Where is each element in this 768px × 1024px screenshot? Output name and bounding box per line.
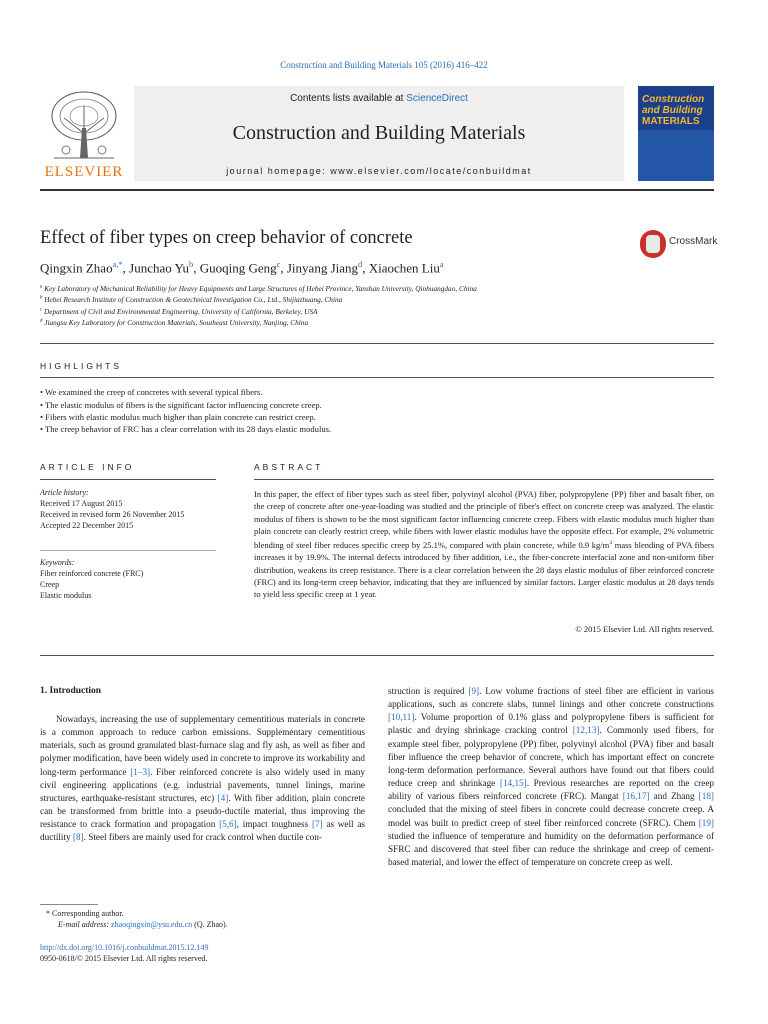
reference-link[interactable]: [18] bbox=[698, 791, 714, 802]
journal-citation[interactable]: Construction and Building Materials 105 (2016) 416–422 bbox=[280, 60, 488, 70]
contents-prefix: Contents lists available at bbox=[290, 93, 407, 104]
email-note: E-mail address: zhaoqingxin@ysu.edu.cn (Q. Zhao). bbox=[58, 920, 228, 929]
intro-text: . Steel fibers are mainly used for crack control when ductile con- bbox=[83, 832, 322, 843]
intro-text: concluded that the mixing of steel fibers in concrete could decrease concrete creep. A model was built to predict creep of steel fiber reinforced concrete (SFRC). Chem bbox=[388, 804, 714, 828]
reference-link[interactable]: [7] bbox=[311, 819, 323, 830]
reference-link[interactable]: [16,17] bbox=[622, 791, 650, 802]
crossmark-icon bbox=[640, 230, 666, 258]
abstract-text: In this paper, the effect of fiber types such as steel fiber, polyvinyl alcohol (PVA) fiber, polypropylene (PP) fiber and basalt fiber, on the creep of concrete after one-year-loading was studied and the principle of fiber's effect on concrete creep was analyzed. The elastic modulus of fibers is shown to be the most significant factor influencing concrete creep. Fibers with elastic modulus much higher than plain concrete can clearly restrict creep, while fibers with lower elastic modulus have the opposite effect. For example, 2% volumetric blending of steel fiber reduces specific creep by 25.1%, compared with plain concrete, while 0.9 $kg/m^3$ mass blending of PVA fibers increases it by 19.9%. The internal defects introduced by fiber addition, i.e., the fiber-concrete interfacial zone and non-uniform fiber distribution, weakens its creep resistance. There is a clear correlation between the 28 days elastic modulus of fiber reinforced concrete (FRC) and its long-term creep behavior, indicating that they are influenced by similar factors. Larger elastic modulus at 28 days tends to yield less specific creep at 1 year. bbox=[254, 489, 715, 600]
intro-text: . Previous researches are reported on the creep ability of various fibers reinforced concrete (FRC). Mangat bbox=[388, 778, 714, 802]
intro-paragraph bbox=[40, 713, 365, 845]
issn-line: 0950-0618/© 2015 Elsevier Ltd. All rights reserved. bbox=[40, 954, 208, 963]
history-revised: Received in revised form 26 November 2015 bbox=[40, 510, 185, 519]
divider bbox=[40, 550, 216, 551]
reference-link[interactable]: [12,13] bbox=[572, 725, 600, 736]
intro-text: . Fiber reinforced concrete is also widely used in many civil engineering applications (e.g. industrial pavements, tunnel linings, marine structures, earthquake-resistant structures, etc) bbox=[40, 766, 365, 803]
reference-link[interactable]: [8] bbox=[72, 832, 84, 843]
divider bbox=[254, 479, 714, 480]
intro-text: . With fiber addition, plain concrete can be transformed from brittle into a pseudo-ductile material, thus improving the resistance to crack formation and propagation bbox=[40, 792, 365, 830]
intro-heading: 1. Introduction bbox=[40, 686, 102, 696]
intro-text: as well as ductility bbox=[40, 819, 365, 843]
highlight-item: • Fibers with elastic modulus much higher than plain concrete can restrict creep. bbox=[40, 412, 316, 422]
highlight-item: • The elastic modulus of fibers is the significant factor influencing concrete creep. bbox=[40, 400, 322, 410]
reference-link[interactable]: [14,15] bbox=[499, 778, 527, 789]
keyword: Elastic modulus bbox=[40, 591, 92, 600]
intro-text: , impact toughness bbox=[236, 819, 312, 830]
reference-link[interactable]: [19] bbox=[698, 817, 714, 828]
intro-paragraph-right bbox=[388, 685, 714, 869]
history-received: Received 17 August 2015 bbox=[40, 499, 123, 508]
intro-paragraph bbox=[388, 685, 714, 869]
author[interactable]: Guoqing Geng bbox=[199, 260, 277, 276]
divider bbox=[40, 655, 714, 656]
affiliation: $^b$ Hebei Research Institute of Construction & Geotechnical Investigation Co., Ltd., Shijiazhuang, China bbox=[40, 295, 343, 304]
elsevier-wordmark: ELSEVIER bbox=[44, 164, 124, 180]
history-accepted: Accepted 22 December 2015 bbox=[40, 521, 134, 530]
author-sup[interactable]: a bbox=[439, 259, 444, 269]
cover-title: Construction and Building MATERIALS bbox=[642, 94, 705, 127]
author[interactable]: Qingxin Zhao bbox=[40, 260, 113, 276]
keywords-label: Keywords: bbox=[40, 558, 75, 567]
intro-text: . Volume proportion of 0.1% glass and polypropylene fibers is sufficient for plastic and drying shrinkage cracking control bbox=[388, 712, 714, 736]
article-info-heading: ARTICLE INFO bbox=[40, 462, 135, 472]
journal-homepage[interactable]: journal homepage: www.elsevier.com/locate/conbuildmat bbox=[226, 166, 532, 176]
reference-link[interactable]: [9] bbox=[468, 686, 480, 696]
intro-text: struction is required bbox=[388, 686, 469, 696]
highlight-item: • The creep behavior of FRC has a clear correlation with its 28 days elastic modulus. bbox=[40, 424, 331, 434]
article-title: Effect of fiber types on creep behavior of concrete bbox=[40, 228, 413, 248]
intro-text: and Zhang bbox=[649, 791, 699, 802]
corresponding-note: * Corresponding author. bbox=[46, 909, 124, 918]
masthead-rule bbox=[40, 189, 714, 191]
journal-cover[interactable] bbox=[638, 86, 714, 181]
intro-paragraph-left bbox=[40, 713, 365, 845]
keyword: Fiber reinforced concrete (FRC) bbox=[40, 569, 144, 578]
contents-line bbox=[134, 93, 624, 104]
journal-name: Construction and Building Materials bbox=[232, 122, 526, 144]
masthead bbox=[40, 86, 714, 181]
history-label: Article history: bbox=[40, 488, 89, 497]
reference-link[interactable]: [4] bbox=[217, 792, 229, 803]
affiliation: $^a$ Key Laboratory of Mechanical Reliability for Heavy Equipments and Large Structures of Hebei Province, Yanshan University, Qinhuangdao, China bbox=[40, 284, 477, 293]
sciencedirect-link[interactable]: ScienceDirect bbox=[406, 93, 468, 104]
highlight-item: • We examined the creep of concretes with several typical fibers. bbox=[40, 387, 262, 397]
keyword: Creep bbox=[40, 580, 60, 589]
author-sup[interactable]: b bbox=[188, 259, 194, 269]
intro-text: studied the influence of temperature and humidity on the deformation performance of SFRC and discovered that steel fiber can reduce the shrinkage and creep of cement-based material, and lower the effect of temperature on concrete creep as well. bbox=[388, 830, 714, 868]
intro-text: Nowadays, increasing the use of supplementary cementitious materials in concrete is a common approach to reduce carbon emissions. Supplementary cementitious materials, such as ground granulated blast-furnace slag and fly ash, as well as fiber and polymer modification, have been widely used in concrete to improve its workability and long-term performance bbox=[40, 714, 365, 777]
affiliation: $^d$ Jiangsu Key Laboratory for Construction Materials, Southeast University, Nanjing, China bbox=[40, 318, 309, 327]
reference-link[interactable]: [1–3] bbox=[130, 766, 151, 777]
author[interactable]: Xiaochen Liu bbox=[368, 260, 440, 276]
cover-image bbox=[638, 130, 714, 181]
intro-text: . Low volume fractions of steel fiber are efficient in various applications, such as concrete slabs, tunnel linings and other concrete constructions bbox=[388, 686, 714, 710]
elsevier-tree-icon bbox=[46, 88, 122, 162]
abstract-heading: ABSTRACT bbox=[254, 462, 324, 472]
intro-text: . Commonly used fibers, for example steel fiber, polypropylene (PP) fiber, polyvinyl alcohol (PVA) fiber and basalt fiber influence the creep behavior of concrete, which has important effect on concrete long-term deformation performance. Several authors have found out that fibers could reduce creep and shrinkage bbox=[388, 725, 714, 789]
doi-link[interactable]: http://dx.doi.org/10.1016/j.conbuildmat.2015.12.149 bbox=[40, 943, 209, 952]
reference-link[interactable]: [5,6] bbox=[219, 819, 237, 830]
divider bbox=[40, 377, 714, 378]
footnote-rule bbox=[40, 904, 98, 905]
author-list: Qingxin Zhao$^{a,*}$, Junchao Yu$^b$, Guoqing Geng$^c$, Jinyang Jiang$^d$, Xiaochen Liu$^a$ bbox=[40, 259, 444, 276]
divider bbox=[40, 479, 216, 480]
highlights-heading: HIGHLIGHTS bbox=[40, 361, 122, 371]
abstract-copyright: © 2015 Elsevier Ltd. All rights reserved. bbox=[575, 624, 714, 634]
elsevier-logo[interactable] bbox=[40, 86, 128, 181]
journal-banner bbox=[134, 86, 624, 181]
author-sup[interactable]: d bbox=[358, 259, 363, 269]
author[interactable]: Junchao Yu bbox=[129, 260, 189, 276]
crossmark-button[interactable]: CrossMark bbox=[640, 230, 720, 258]
author[interactable]: Jinyang Jiang bbox=[286, 260, 359, 276]
author-sup[interactable]: a,* bbox=[112, 259, 123, 269]
affiliation: $^c$ Department of Civil and Environmental Engineering, University of California, Berkeley, USA bbox=[40, 307, 318, 316]
divider bbox=[40, 343, 714, 344]
email-link[interactable]: zhaoqingxin@ysu.edu.cn bbox=[111, 920, 193, 929]
reference-link[interactable]: [10,11] bbox=[388, 712, 415, 723]
author-sup[interactable]: c bbox=[276, 259, 281, 269]
